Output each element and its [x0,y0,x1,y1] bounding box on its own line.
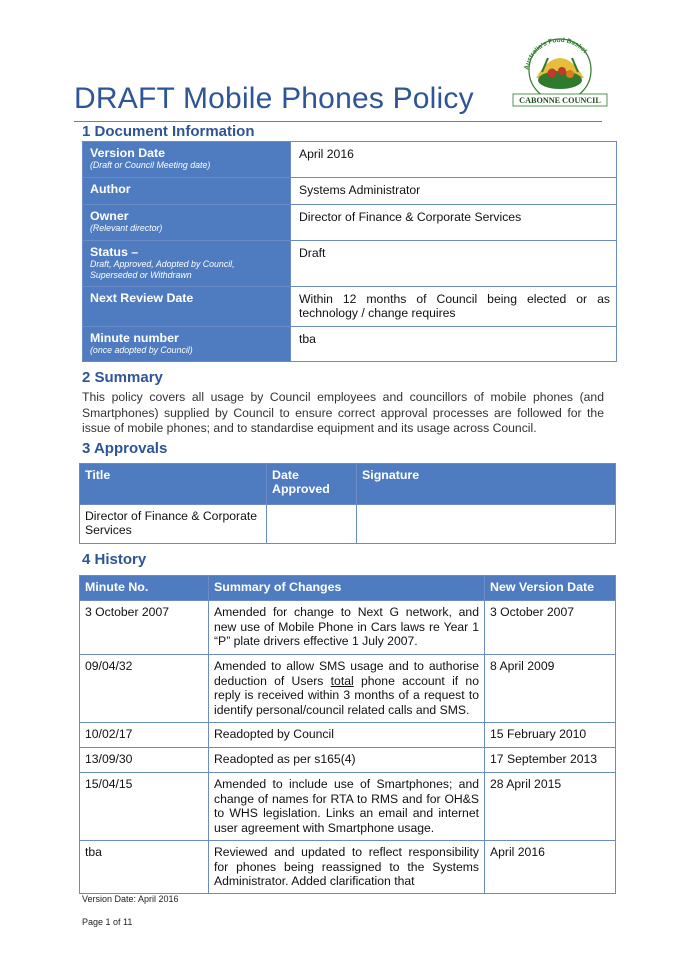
history-table [79,575,616,894]
footer-page-number: Page 1 of 11 [82,917,133,927]
history-date: 17 September 2013 [485,748,616,773]
table-row [80,601,616,655]
history-minute: tba [80,841,209,894]
table-row [80,723,616,748]
info-label: Owner (Relevant director) [83,205,291,241]
history-minute: 09/04/32 [80,655,209,723]
column-header: Title [80,464,267,505]
info-value: Draft [291,241,617,287]
section-2-heading: 2 Summary [82,369,163,386]
section-3-heading: 3 Approvals [82,440,168,457]
logo-arc-text: Australia's Food Basket [523,36,589,71]
logo-fruit [566,70,574,78]
footer-version: Version Date: April 2016 [82,894,179,904]
history-date: April 2016 [485,841,616,894]
history-changes: Amended to include use of Smartphones; and change of names for RTA to RMS and for OH&S to WHS legislation. Links an email and internet user agreement with Smartphone usage. [209,773,485,841]
column-header: Summary of Changes [209,576,485,601]
info-label: Status – Draft, Approved, Adopted by Council, Superseded or Withdrawn [83,241,291,287]
logo-fruit [558,67,566,75]
table-row [83,287,617,327]
table-row [83,142,617,178]
history-date: 15 February 2010 [485,723,616,748]
title-divider [74,121,602,122]
table-row [80,748,616,773]
approval-title: Director of Finance & Corporate Services [80,505,267,544]
table-row [83,205,617,241]
history-changes: Readopted by Council [209,723,485,748]
table-row [80,655,616,723]
logo-fruit [548,69,557,78]
info-value: Director of Finance & Corporate Services [291,205,617,241]
approval-date [267,505,357,544]
info-value: April 2016 [291,142,617,178]
table-header-row [80,464,616,505]
column-header: Signature [357,464,616,505]
table-row [83,327,617,362]
info-value: Systems Administrator [291,178,617,205]
document-info-table [82,141,617,362]
section-1-heading: 1 Document Information [82,123,255,140]
table-row [80,841,616,894]
section-4-heading: 4 History [82,551,147,568]
approval-signature [357,505,616,544]
approvals-table [79,463,616,544]
info-label: Version Date (Draft or Council Meeting date) [83,142,291,178]
history-date: 3 October 2007 [485,601,616,655]
info-label: Next Review Date [83,287,291,327]
history-minute: 10/02/17 [80,723,209,748]
page-title: DRAFT Mobile Phones Policy [74,82,474,115]
history-date: 28 April 2015 [485,773,616,841]
table-row [80,505,616,544]
history-changes: Readopted as per s165(4) [209,748,485,773]
column-header: Date Approved [267,464,357,505]
column-header: New Version Date [485,576,616,601]
summary-text: This policy covers all usage by Council employees and councillors of mobile phones (and Smartphones) supplied by Council to ensure correct approval processes are followed for the issue of mobile phones; and to standardise equipment and its usage across Council. [82,390,604,436]
info-label: Minute number (once adopted by Council) [83,327,291,362]
history-changes: Amended to allow SMS usage and to authorise deduction of Users total phone account if no reply is received within 3 months of a request to identify personal/council related calls and SMS. [209,655,485,723]
table-header-row [80,576,616,601]
info-label: Author [83,178,291,205]
history-minute: 3 October 2007 [80,601,209,655]
info-value: Within 12 months of Council being elected or as technology / change requires [291,287,617,327]
history-minute: 13/09/30 [80,748,209,773]
history-date: 8 April 2009 [485,655,616,723]
history-changes: Amended for change to Next G network, and new use of Mobile Phone in Cars laws re Year 1 “P” plate drivers effective 1 July 2007. [209,601,485,655]
cabonne-council-logo [512,30,608,108]
info-value: tba [291,327,617,362]
history-changes: Reviewed and updated to reflect responsibility for phones being reassigned to the Systems Administrator. Added clarification that [209,841,485,894]
table-row [83,178,617,205]
table-row [80,773,616,841]
table-row [83,241,617,287]
logo-name: CABONNE COUNCIL [519,96,601,105]
history-minute: 15/04/15 [80,773,209,841]
column-header: Minute No. [80,576,209,601]
